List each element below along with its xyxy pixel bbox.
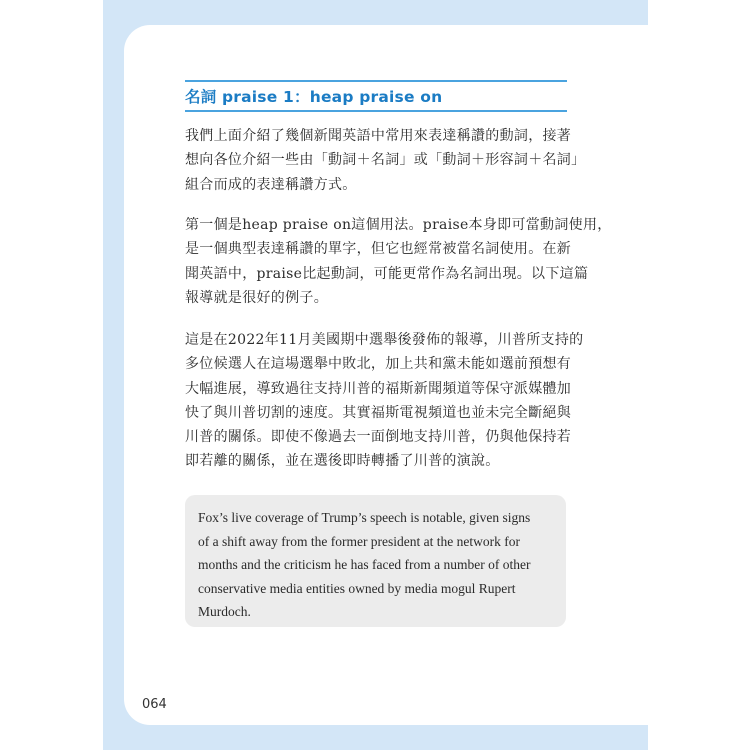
paragraph-3 (185, 328, 584, 474)
paragraph-line: 這是在2022年11月美國期中選舉後發佈的報導，川普所支持的 (185, 332, 584, 348)
paragraph-line: 第一個是heap praise on這個用法。praise本身即可當動詞使用， (185, 217, 612, 233)
quote-line: of a shift away from the former president at the network for (198, 533, 521, 549)
paragraph-line: 多位候選人在這場選舉中敗北，加上共和黨未能如選前預想有 (185, 356, 572, 373)
paragraph-line: 組合而成的表達稱讚方式。 (185, 176, 357, 193)
quote-line: conservative media entities owned by media mogul Rupert (198, 580, 516, 596)
page-number: 064 (142, 697, 167, 712)
paragraph-2 (185, 213, 612, 310)
paragraph-line: 想向各位介紹一些由「動詞＋名詞」或「動詞＋形容詞＋名詞」 (185, 152, 586, 169)
paragraph-line: 快了與川普切割的速度。其實福斯電視頻道也並未完全斷絕與 (185, 404, 572, 421)
quote-line: Murdoch. (198, 604, 251, 619)
quote-line: months and the criticism he has faced from a number of other (198, 557, 531, 572)
quote-text (198, 506, 560, 624)
section-heading (185, 80, 567, 112)
paragraph-line: 聞英語中，praise比起動詞，可能更常作為名詞出現。以下這篇 (185, 265, 589, 282)
quote-line: Fox’s live coverage of Trump’s speech is notable, given signs (198, 510, 531, 525)
section-heading-text: 名詞 praise 1：heap praise on (185, 88, 443, 106)
paragraph-line: 我們上面介紹了幾個新聞英語中常用來表達稱讚的動詞，接著 (185, 128, 572, 144)
paragraph-line: 報導就是很好的例子。 (185, 289, 328, 306)
paragraph-line: 即若離的關係，並在選後即時轉播了川普的演說。 (185, 453, 500, 470)
paragraph-line: 大幅進展，導致過往支持川普的福斯新聞頻道等保守派媒體加 (185, 380, 572, 397)
paragraph-line: 川普的關係。即使不像過去一面倒地支持川普，仍與他保持若 (185, 429, 572, 446)
paragraph-1 (185, 124, 586, 197)
paragraph-line: 是一個典型表達稱讚的單字，但它也經常被當名詞使用。在新 (185, 241, 572, 258)
